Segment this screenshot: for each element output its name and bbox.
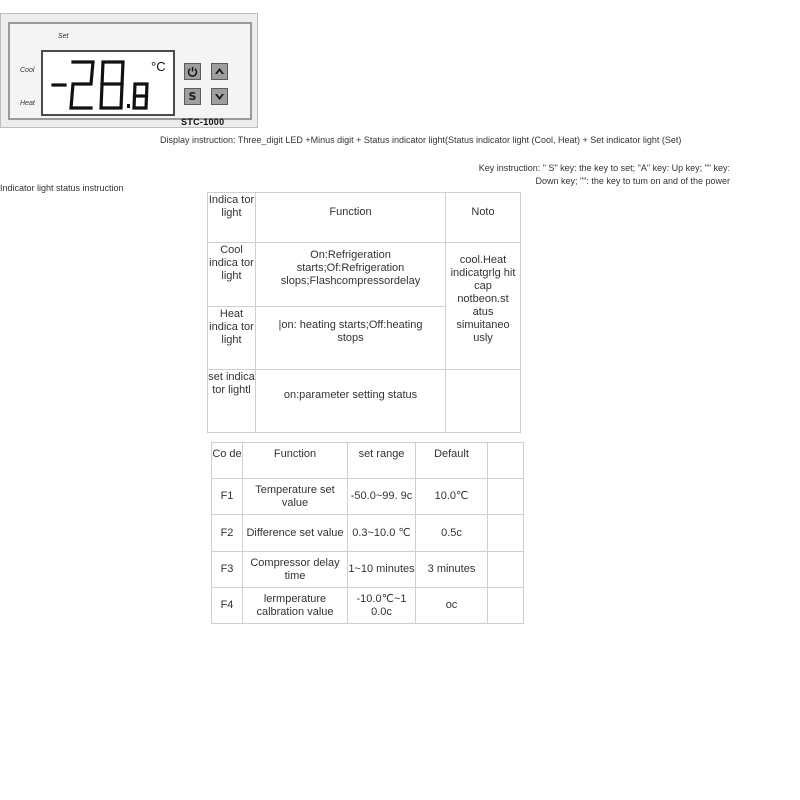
header-cell: set range <box>348 443 416 479</box>
led-digits <box>43 52 177 118</box>
set-indicator-label: Set <box>58 33 69 40</box>
code-cell: F3 <box>212 552 243 588</box>
cool-indicator-label: Cool <box>20 67 35 74</box>
indicator-function-cell: On:Refrigeration starts;Of:Refrigeration slops;Flashcompressordelay <box>256 243 446 307</box>
parameter-table <box>211 442 524 624</box>
indicator-name-cell: Cool indica tor light <box>208 243 256 307</box>
header-cell: Indica tor light <box>208 193 256 243</box>
set-button[interactable]: S <box>184 88 201 105</box>
down-arrow-icon <box>214 91 225 102</box>
code-cell: F2 <box>212 515 243 552</box>
power-icon <box>187 66 198 77</box>
indicator-note-cell: cool.Heat indicatgrlg hit cap notbeon.st atus simuitaneo usly <box>446 243 521 370</box>
extra-cell <box>488 515 524 552</box>
table-row <box>208 243 521 307</box>
code-cell: F1 <box>212 479 243 515</box>
key-instruction: Key instruction: " S" key: the key to set; "A" key: Up key; "" key: Down key; "": the key to tum on and of the power <box>478 163 730 186</box>
table-row <box>212 479 524 515</box>
code-cell: F4 <box>212 588 243 624</box>
table-header-row <box>212 443 524 479</box>
display-instruction: Display instruction: Three_digit LED +Minus digit + Status indicator light(Status indicator light (Cool, Heat) + Set indicator light (Set) <box>160 135 682 145</box>
table-row <box>212 515 524 552</box>
led-display <box>41 50 175 116</box>
down-button[interactable] <box>211 88 228 105</box>
default-cell: 10.0℃ <box>416 479 488 515</box>
table-row <box>208 370 521 433</box>
up-arrow-icon <box>214 66 225 77</box>
range-cell: -10.0℃~1 0.0c <box>348 588 416 624</box>
header-cell: Noto <box>446 193 521 243</box>
range-cell: 0.3~10.0 ℃ <box>348 515 416 552</box>
header-cell: Function <box>256 193 446 243</box>
indicator-function-cell: |on: heating starts;Off:heating stops <box>256 307 446 370</box>
function-cell: lermperature calbration value <box>243 588 348 624</box>
indicator-table <box>207 192 521 433</box>
range-cell: 1~10 minutes <box>348 552 416 588</box>
display-value-text <box>0 0 1 1</box>
header-cell: Default <box>416 443 488 479</box>
extra-cell <box>488 552 524 588</box>
extra-cell <box>488 588 524 624</box>
function-cell: Compressor delay time <box>243 552 348 588</box>
indicator-name-cell: set indica tor lightl <box>208 370 256 433</box>
table-header-row <box>208 193 521 243</box>
header-cell: Co de <box>212 443 243 479</box>
range-cell: -50.0~99. 9c <box>348 479 416 515</box>
default-cell: 3 minutes <box>416 552 488 588</box>
default-cell: 0.5c <box>416 515 488 552</box>
function-cell: Temperature set value <box>243 479 348 515</box>
default-cell: oc <box>416 588 488 624</box>
table-row <box>212 588 524 624</box>
temperature-unit: °C <box>151 59 166 74</box>
indicator-section-title: Indicator light status instruction <box>0 183 124 193</box>
power-button[interactable] <box>184 63 201 80</box>
header-cell <box>488 443 524 479</box>
heat-indicator-label: Heat <box>20 100 35 107</box>
controller-panel-image <box>0 13 258 128</box>
extra-cell <box>488 479 524 515</box>
up-button[interactable] <box>211 63 228 80</box>
indicator-name-cell: Heat indica tor light <box>208 307 256 370</box>
header-cell: Function <box>243 443 348 479</box>
table-row <box>212 552 524 588</box>
indicator-function-cell: on:parameter setting status <box>256 370 446 433</box>
model-label: STC-1000 <box>181 117 225 127</box>
function-cell: Difference set value <box>243 515 348 552</box>
indicator-note-empty <box>446 370 521 433</box>
